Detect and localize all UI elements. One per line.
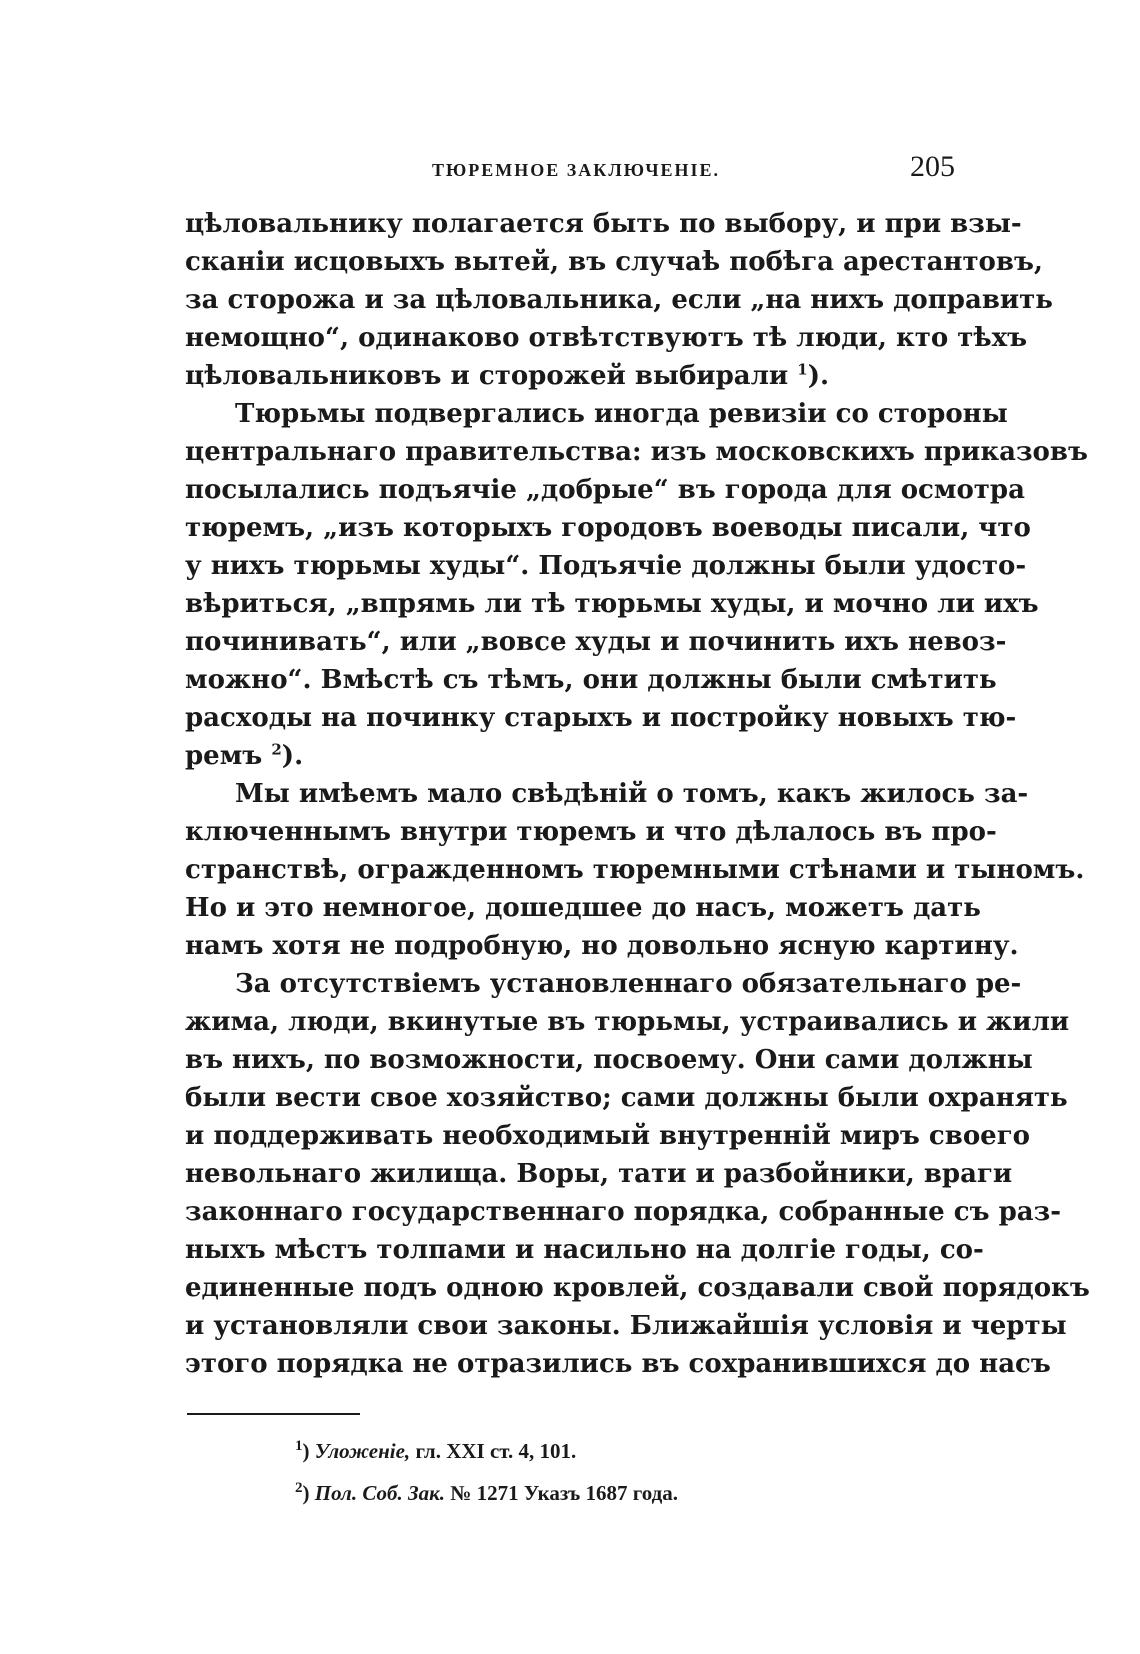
footnotes	[295, 1430, 915, 1514]
paragraph-4	[185, 965, 1090, 1383]
footnote-2-text: № 1271 Указъ 1687 года.	[450, 1481, 678, 1505]
text-line: цѣловальнику полагается быть по выбору, и при взы-	[185, 209, 1022, 239]
text-line: расходы на починку старыхъ и постройку новыхъ тю-	[185, 703, 1017, 733]
text-line: Тюрьмы подвергались иногда ревизіи со стороны	[235, 399, 1008, 429]
footnote-ref-2-close: ).	[281, 741, 304, 771]
text-line: въ нихъ, по возможности, посвоему. Они сами должны	[185, 1045, 1033, 1075]
footnote-2-title: Пол. Соб. Зак.	[314, 1481, 446, 1505]
page-header	[185, 150, 955, 190]
text-line: немощно“, одинаково отвѣтствуютъ тѣ люди, кто тѣхъ	[185, 323, 1028, 353]
text-line: вѣриться, „впрямь ли тѣ тюрьмы худы, и мочно ли ихъ	[185, 589, 1039, 619]
footnote-2-mark: 2	[295, 1480, 303, 1496]
text-line: Мы имѣемъ мало свѣдѣній о томъ, какъ жилось за-	[235, 779, 1029, 809]
text-line: Но и это немногое, дошедшее до насъ, можетъ дать	[185, 893, 981, 923]
footnote-1	[295, 1430, 915, 1472]
text-line: сканіи исцовыхъ вытей, въ случаѣ побѣга арестантовъ,	[185, 247, 1043, 277]
footnote-2	[295, 1472, 915, 1514]
paragraph-3	[185, 775, 1085, 965]
text-line: единенные подъ одною кровлей, создавали свой порядокъ	[185, 1273, 1090, 1303]
footnote-1-text: гл. XXI ст. 4, 101.	[415, 1439, 577, 1463]
footnote-ref-1-close: ).	[807, 361, 830, 391]
footnote-ref-2: 2	[271, 740, 282, 759]
text-line: странствѣ, огражденномъ тюремными стѣнами и тыномъ.	[185, 855, 1085, 885]
footnote-1-paren: )	[302, 1439, 310, 1463]
text-line: жима, люди, вкинутые въ тюрьмы, устраивались и жили	[185, 1007, 1070, 1037]
text-line: ныхъ мѣстъ толпами и насильно на долгіе годы, со-	[185, 1235, 984, 1265]
footnote-ref-1: 1	[797, 360, 808, 379]
text-line: можно“. Вмѣстѣ съ тѣмъ, они должны были смѣтить	[185, 665, 997, 695]
text-line: невольнаго жилища. Воры, тати и разбойники, враги	[185, 1159, 1013, 1189]
text-line: посылались подъячіе „добрые“ въ города для осмотра	[185, 475, 1025, 505]
text-line-content: ремъ	[185, 741, 263, 771]
text-line: ключеннымъ внутри тюремъ и что дѣлалось въ про-	[185, 817, 997, 847]
page-number: 205	[910, 150, 955, 183]
footnote-2-paren: )	[302, 1481, 310, 1505]
text-line: и установляли свои законы. Ближайшія условія и черты	[185, 1311, 1067, 1341]
footnote-1-title: Уложеніе,	[314, 1439, 411, 1463]
text-line	[185, 357, 955, 395]
paragraph-1	[185, 205, 1053, 395]
text-line: законнаго государственнаго порядка, собранные съ раз-	[185, 1197, 1061, 1227]
text-line-content: цѣловальниковъ и сторожей выбирали	[185, 361, 789, 391]
running-title: ТЮРЕМНОЕ ЗАКЛЮЧЕНІЕ.	[432, 160, 721, 180]
text-line: За отсутствіемъ установленнаго обязательнаго ре-	[235, 969, 1022, 999]
text-line: у нихъ тюрьмы худы“. Подъячіе должны были удосто-	[185, 551, 1027, 581]
text-line: за сторожа и за цѣловальника, если „на нихъ доправить	[185, 285, 1053, 315]
text-line	[185, 737, 955, 775]
text-line: починивать“, или „вовсе худы и починить ихъ невоз-	[185, 627, 1007, 657]
footnote-divider	[187, 1413, 360, 1415]
text-line: этого порядка не отразились въ сохранившихся до насъ	[185, 1349, 1051, 1379]
paragraph-2	[185, 395, 1088, 775]
body-text	[185, 205, 1090, 1383]
footnote-1-mark: 1	[295, 1438, 303, 1454]
text-line: намъ хотя не подробную, но довольно ясную картину.	[185, 931, 1019, 961]
text-line: были вести свое хозяйство; сами должны были охранять	[185, 1083, 1068, 1113]
text-line: тюремъ, „изъ которыхъ городовъ воеводы писали, что	[185, 513, 1031, 543]
text-line: и поддерживать необходимый внутренній миръ своего	[185, 1121, 1030, 1151]
text-line: центральнаго правительства: изъ московскихъ приказовъ	[185, 437, 1088, 467]
